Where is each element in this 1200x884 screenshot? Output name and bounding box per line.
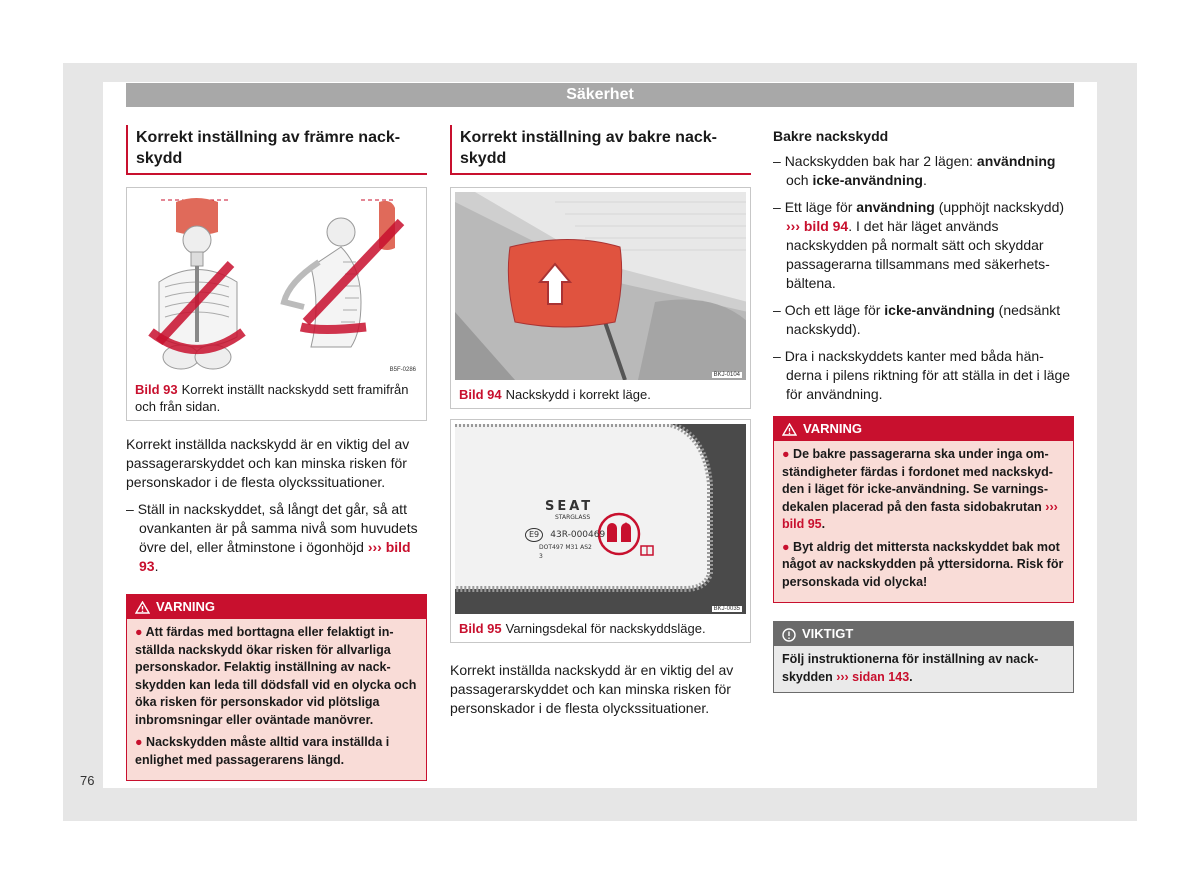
- decal-dot-code: DOT497 M31 AS2: [539, 544, 592, 551]
- note-body: Följ instruktionerna för inställning av nackskydden ››› sidan 143.: [774, 646, 1073, 692]
- warning-box: [126, 594, 427, 781]
- note-header: [774, 622, 1073, 646]
- warning-item-text: Att färdas med borttagna eller felaktigt inställda nackskydd ökar risken för allvarliga personskador. Felaktig inställning av nackskydden kan leda till dödsfall vid en olycka och öka risken för personskador vid plötsliga inbromsningar eller oväntade manövrer.: [135, 625, 417, 727]
- heading-rear-headrest: Korrekt inställning av bakre nackskydd: [450, 125, 751, 175]
- figure-95-number: Bild 95: [459, 621, 502, 636]
- warning-box: [773, 416, 1074, 603]
- warning-body: [774, 441, 1073, 602]
- figure-93-number: Bild 93: [135, 382, 178, 397]
- warning-body: [127, 619, 426, 780]
- note-text: Följ instruktionerna för inställning av nackskydden: [782, 652, 1039, 684]
- warning-item: ● Nackskydden måste alltid vara inställda i enlighet med passagerarens längd.: [135, 735, 390, 767]
- warning-item: ● Att färdas med borttagna eller felaktigt inställda nackskydd ökar risken för allvarliga personskador. Felaktig inställning av nackskydden kan leda till dödsfall vid en olycka och öka risken för personskador vid plötsliga inbromsningar eller oväntade manövrer.: [135, 625, 417, 727]
- rear-headrest-list: [773, 152, 1074, 404]
- warning-header: [774, 417, 1073, 441]
- rear-headrest-illustration: [455, 192, 746, 380]
- page-number: 76: [80, 773, 95, 788]
- warning-label: VARNING: [803, 421, 862, 436]
- note-label: VIKTIGT: [802, 626, 854, 641]
- figure-95-caption: [451, 618, 750, 642]
- skeleton-headrest-illustration: [131, 192, 422, 375]
- list-item: – Ställ in nackskyddet, så långt det går, så att ovankanten är på samma nivå som huvudets övre del, eller åtminstone i ögonhöjd ››› bild 93.: [126, 501, 418, 574]
- column-rear-headrest: [450, 125, 751, 718]
- figure-95-caption-text: Varningsdekal för nackskyddsläge.: [505, 621, 706, 636]
- figure-93-caption-text: Korrekt inställt nackskydd sett framifrån och från sidan.: [135, 382, 409, 414]
- list-item: – Dra i nackskyddets kanter med båda händerna i pilens riktning för att ställa in det i läge för användning.: [773, 348, 1071, 402]
- decal-digit: 3: [539, 553, 543, 560]
- list-item: – Ett läge för användning (upphöjt nackskydd) ››› bild 94. I det här läget används nackskydden på normalt sätt och skyddar passagerarna tillsammans med säkerhetsbältena.: [773, 199, 1065, 291]
- intro-paragraph: Korrekt inställda nackskydd är en viktig del av passagerarskyddet och kan minska risken för personskador i de flesta olyckssituationer.: [126, 436, 410, 490]
- decal-approval-number: 43R-000469: [550, 530, 606, 540]
- warning-item-text: Byt aldrig det mittersta nackskyddet bak mot något av nackskydden på yttersidorna. Risk för personskada vid olycka!: [782, 539, 1064, 589]
- list-item-text: Ställ in nackskyddet, så långt det går, så att ovankanten är på samma nivå som huvudets övre del, eller åtminstone i ögonhöjd: [137, 501, 418, 555]
- heading-front-headrest: Korrekt inställning av främre nackskydd: [126, 125, 427, 175]
- list-item: – Nackskydden bak har 2 lägen: användning och icke-användning.: [773, 153, 1056, 188]
- warning-item: ● De bakre passagerarna ska under inga omständigheter färdas i fordonet med nackskydden i läget för icke-användning. Se varningsdekalen placerad på den fasta sidobakrutan ››› bild 95.: [782, 447, 1058, 531]
- figure-95: [450, 419, 751, 643]
- reference-link[interactable]: ››› bild 94: [786, 218, 849, 234]
- figure-94-number: Bild 94: [459, 387, 502, 402]
- figure-95-code: BKJ-0035: [713, 606, 740, 612]
- reference-link[interactable]: ››› bild 93: [139, 539, 411, 574]
- warning-item-text: De bakre passagerarna ska under inga omständigheter färdas i fordonet med nackskydden i läget för icke-användning. Se varningsdekalen placerad på den fasta sidobakrutan: [782, 447, 1053, 514]
- warning-item-text: Nackskydden måste alltid vara inställda i enlighet med passagerarens längd.: [135, 735, 390, 767]
- decal-e-mark: E9: [525, 528, 543, 542]
- warning-triangle-icon: [135, 601, 150, 614]
- figure-94-image: [455, 192, 746, 380]
- instruction-list: [126, 500, 427, 576]
- figure-94-code: BKJ-0104: [713, 372, 740, 378]
- info-circle-icon: [782, 628, 796, 642]
- reference-link[interactable]: ››› bild 95: [782, 499, 1058, 531]
- column-rear-headrest-details: [773, 125, 1074, 693]
- decal-glass-type: STARGLASS: [555, 514, 591, 521]
- section-title: Säkerhet: [126, 83, 1074, 107]
- column-front-headrest: [126, 125, 427, 781]
- figure-93-code: B5F-0286: [389, 367, 416, 373]
- warning-header: [127, 595, 426, 619]
- subheading-rear-headrest: Bakre nackskydd: [773, 128, 889, 144]
- reference-link[interactable]: ››› sidan 143: [836, 669, 910, 684]
- figure-94: [450, 187, 751, 409]
- note-box: [773, 621, 1074, 693]
- rear-paragraph: Korrekt inställda nackskydd är en viktig del av passagerarskyddet och kan minska risken för personskador i de flesta olyckssituationer.: [450, 662, 734, 716]
- figure-93: [126, 187, 427, 421]
- decal-brand: SEAT: [545, 499, 594, 514]
- warning-triangle-icon: [782, 423, 797, 436]
- warning-label: VARNING: [156, 599, 215, 614]
- list-item: – Och ett läge för icke-användning (nedsänkt nackskydd).: [773, 302, 1061, 337]
- warning-item: ● Byt aldrig det mittersta nackskyddet bak mot något av nackskydden på yttersidorna. Risk för personskada vid olycka!: [782, 539, 1064, 589]
- decal-markings: [525, 500, 605, 560]
- figure-94-caption: [451, 384, 750, 408]
- figure-93-image: [131, 192, 422, 375]
- figure-95-image: [455, 424, 746, 614]
- figure-94-caption-text: Nackskydd i korrekt läge.: [505, 387, 651, 402]
- figure-93-caption: [127, 379, 426, 420]
